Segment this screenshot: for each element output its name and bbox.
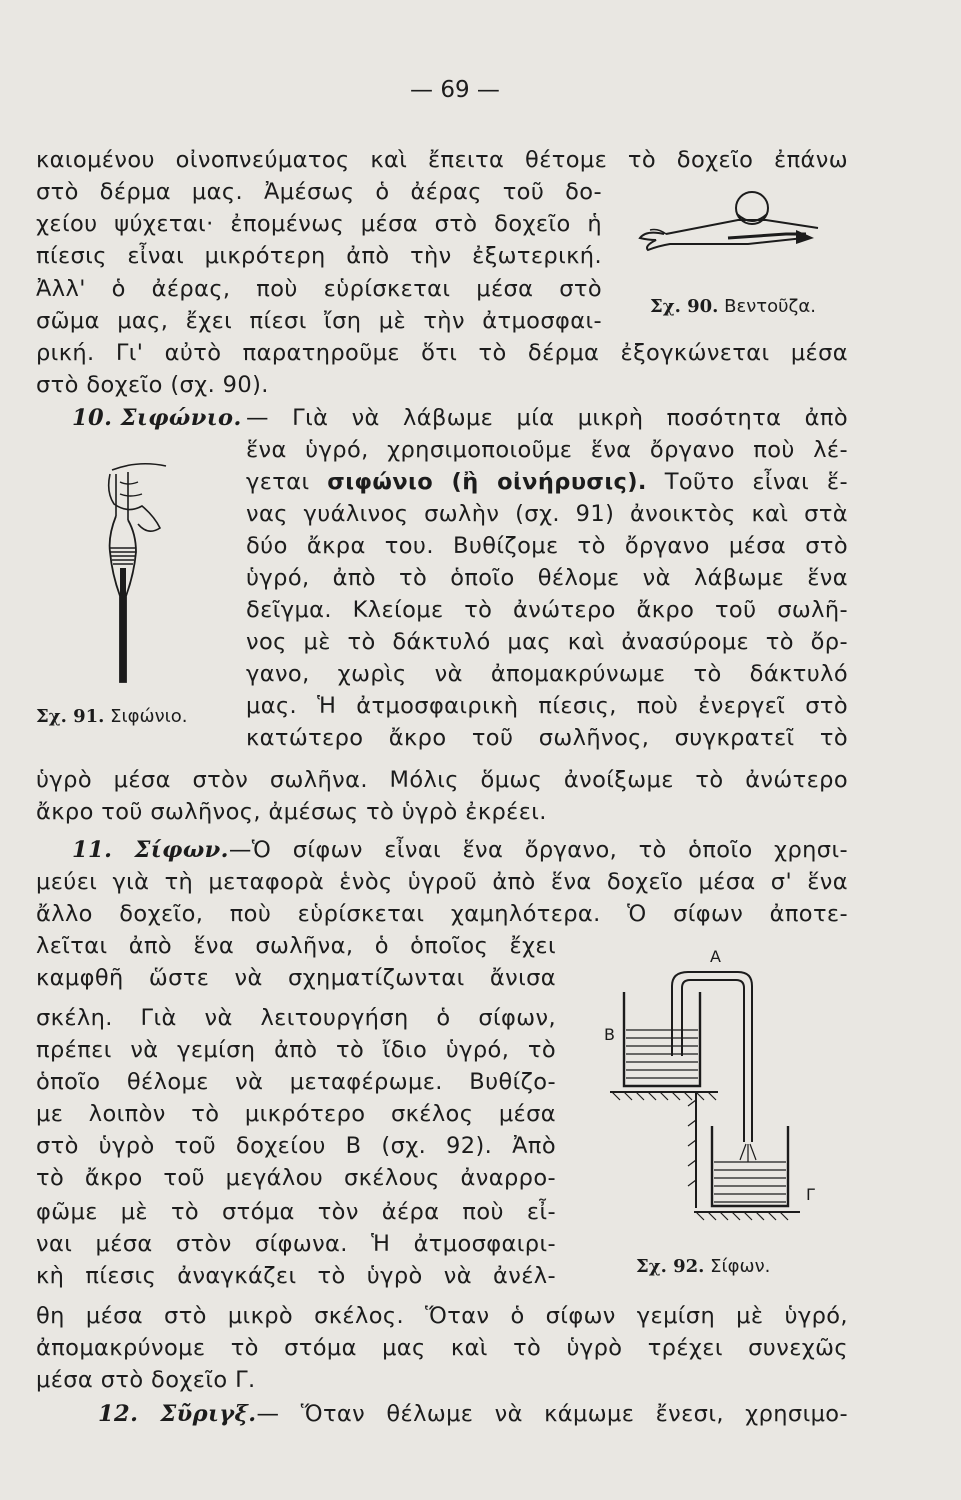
text-line: σῶμα μας, ἔχει πίεσι ἴση μὲ τὴν ἀτμοσφαι- [36, 308, 602, 334]
text-line: λεῖται ἀπὸ ἕνα σωλῆνα, ὁ ὁποῖος ἔχει [36, 933, 556, 959]
siphon-figure [600, 946, 846, 1228]
label-b: Β [604, 1025, 615, 1044]
text-line [246, 466, 848, 498]
text-line: χείου ψύχεται· ἐπομένως μέσα στὸ δοχεῖο ἡ [36, 211, 602, 237]
section-title: 11. Σίφων. [72, 837, 229, 863]
figure-label: Σιφώνιο. [110, 706, 188, 727]
section-title: 12. Σῦριγξ. [98, 1401, 257, 1427]
text-line: ὑγρό, ἀπὸ τὸ ὁποῖο θέλομε νὰ λάβωμε ἕνα [246, 565, 848, 591]
text-line: ἄκρο τοῦ σωλῆνος, ἀμέσως τὸ ὑγρὸ ἐκρέει. [36, 799, 547, 825]
text-line: δεῖγμα. Κλείομε τὸ ἀνώτερο ἄκρο τοῦ σωλῆ- [246, 597, 848, 623]
figure-label: Βεντοῦζα. [724, 296, 816, 317]
text-fragment: — Ὅταν θέλωμε νὰ κάμωμε ἔνεσι, χρησιμο- [256, 1401, 848, 1427]
text-line: σκέλη. Γιὰ νὰ λειτουργήση ὁ σίφων, [36, 1005, 556, 1031]
text-line [36, 834, 848, 866]
text-line: Ἀλλ' ὁ ἀέρας, ποὺ εὑρίσκεται μέσα στὸ [36, 276, 602, 302]
text-line: θη μέσα στὸ μικρὸ σκέλος. Ὅταν ὁ σίφων γεμίση μὲ ὑγρό, [36, 1303, 848, 1329]
text-line: κατώτερο ἄκρο τοῦ σωλῆνος, συγκρατεῖ τὸ [246, 725, 848, 751]
text-line: — Γιὰ νὰ λάβωμε μία μικρὴ ποσότητα ἀπὸ [246, 405, 848, 431]
text-line: νος μὲ τὸ δάκτυλό μας καὶ ἀνασύρομε τὸ ὄρ- [246, 629, 848, 655]
text-fragment: —Ὁ σίφων εἶναι ἕνα ὄργανο, τὸ ὁποῖο χρησι- [228, 837, 848, 863]
text-line: νας γυάλινος σωλὴν (σχ. 91) ἀνοικτὸς καὶ στὰ [246, 501, 848, 527]
figure-caption [36, 706, 187, 727]
text-line: πίεσις εἶναι μικρότερη ἀπὸ τὴν ἐξωτερική. [36, 243, 602, 269]
text-line: τὸ ἄκρο τοῦ μεγάλου σκέλους ἀναρρο- [36, 1165, 556, 1191]
figure-caption [636, 1256, 770, 1277]
text-fragment: γεται [246, 469, 310, 495]
text-line: με λοιπὸν τὸ μικρότερο σκέλος μέσα [36, 1101, 556, 1127]
section-title: 10. Σιφώνιο. [72, 405, 242, 431]
text-line: ἄλλο δοχεῖο, ποὺ εὑρίσκεται χαμηλότερα. Ὁ σίφων ἀποτε- [36, 901, 848, 927]
text-line: ναι μέσα στὸν σίφωνα. Ἡ ἀτμοσφαιρι- [36, 1231, 556, 1257]
label-g: Γ [806, 1185, 815, 1204]
text-line: κὴ πίεσις ἀναγκάζει τὸ ὑγρὸ νὰ ἀνέλ- [36, 1263, 556, 1289]
page-number: — 69 — [410, 77, 500, 103]
text-line: μας. Ἡ ἀτμοσφαιρικὴ πίεσις, ποὺ ἐνεργεῖ στὸ [246, 693, 848, 719]
text-line [36, 1398, 848, 1430]
text-line: ὁποῖο θέλομε νὰ μεταφέρωμε. Βυθίζο- [36, 1069, 556, 1095]
text-fragment: Τοῦτο εἶναι ἕ- [664, 469, 848, 495]
text-line: καμφθῆ ὥστε νὰ σχηματίζωνται ἄνισα [36, 965, 556, 991]
text-line: στὸ δοχεῖο (σχ. 90). [36, 372, 269, 398]
figure-number: Σχ. 92. [636, 1256, 705, 1277]
text-line: μέσα στὸ δοχεῖο Γ. [36, 1367, 256, 1393]
text-line: ἕνα ὑγρό, χρησιμοποιοῦμε ἕνα ὄργανο ποὺ λέ- [246, 437, 848, 463]
text-line: στὸ δέρμα μας. Ἀμέσως ὁ ἀέρας τοῦ δο- [36, 179, 602, 205]
text-line: ἀπομακρύνομε τὸ στόμα μας καὶ τὸ ὑγρὸ τρέχει συνεχῶς [36, 1335, 848, 1361]
cupping-figure [636, 182, 836, 282]
text-line: ρική. Γι' αὐτὸ παρατηροῦμε ὅτι τὸ δέρμα ἐξογκώνεται μέσα [36, 340, 848, 366]
section-heading [72, 402, 242, 434]
figure-label: Σίφων. [710, 1256, 771, 1277]
pipette-figure [98, 456, 178, 692]
text-line: μεύει γιὰ τὴ μεταφορὰ ἑνὸς ὑγροῦ ἀπὸ ἕνα δοχεῖο μέσα σ' ἕνα [36, 869, 848, 895]
text-line: στὸ ὑγρὸ τοῦ δοχείου Β (σχ. 92). Ἀπὸ [36, 1133, 556, 1159]
bold-term: σιφώνιο (ἢ οἰνήρυσις). [327, 469, 647, 495]
text-line: δύο ἄκρα του. Βυθίζομε τὸ ὄργανο μέσα στὸ [246, 533, 848, 559]
text-line: καιομένου οἰνοπνεύματος καὶ ἔπειτα θέτομε τὸ δοχεῖο ἐπάνω [36, 147, 848, 173]
text-line: φῶμε μὲ τὸ στόμα τὸν ἀέρα ποὺ εἶ- [36, 1199, 556, 1225]
label-a: Α [710, 947, 721, 966]
figure-number: Σχ. 91. [36, 706, 105, 727]
text-line: γανο, χωρὶς νὰ ἀπομακρύνωμε τὸ δάκτυλό [246, 661, 848, 687]
text-line: πρέπει νὰ γεμίση ἀπὸ τὸ ἴδιο ὑγρό, τὸ [36, 1037, 556, 1063]
text-line: ὑγρὸ μέσα στὸν σωλῆνα. Μόλις ὅμως ἀνοίξωμε τὸ ἀνώτερο [36, 767, 848, 793]
figure-number: Σχ. 90. [650, 296, 719, 317]
figure-caption [650, 296, 816, 317]
